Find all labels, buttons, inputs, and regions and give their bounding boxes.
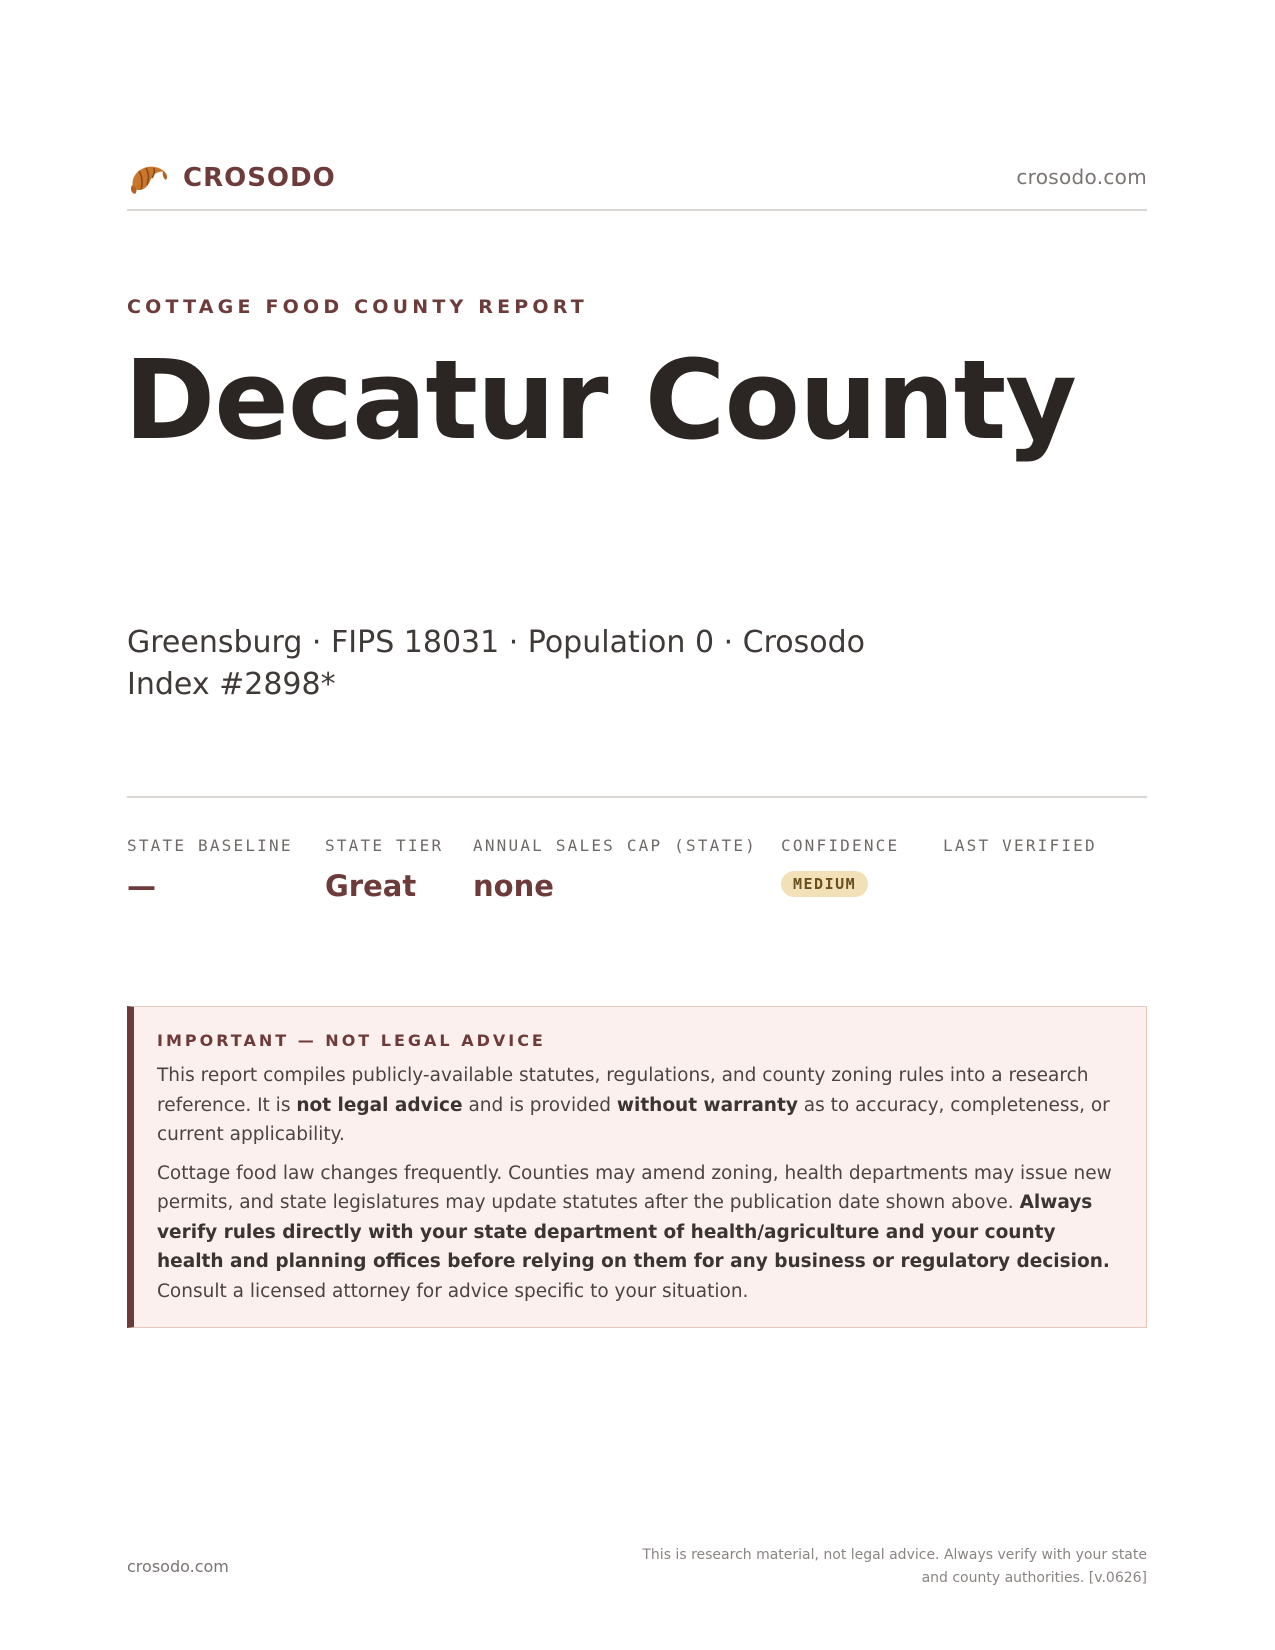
stat-value: Great	[325, 869, 417, 903]
footer-disclaimer	[627, 1544, 1147, 1590]
footer-disclaimer-line: and county authorities. [v.0626]	[921, 1570, 1147, 1586]
notice-text: This report compiles publicly-available statutes, regulations, and county zoning rules into a research reference. It is	[157, 1065, 1089, 1116]
footer-site-url[interactable]: crosodo.com	[127, 1557, 229, 1576]
stat-label: CONFIDENCE	[781, 836, 900, 855]
stat-label: STATE BASELINE	[127, 836, 293, 855]
stat-value: none	[473, 869, 554, 903]
notice-text: and is provided	[462, 1094, 617, 1116]
footer-disclaimer-line: This is research material, not legal advice. Always verify with your state	[642, 1547, 1147, 1563]
notice-text: Cottage food law changes frequently. Counties may amend zoning, health departments may issue new permits, and state legislatures may update statutes after the publication date shown above.	[157, 1162, 1112, 1213]
legal-notice	[127, 1006, 1147, 1328]
croissant-icon	[127, 157, 169, 199]
stat-last-verified	[943, 836, 1097, 869]
confidence-badge: MEDIUM	[781, 871, 868, 897]
report-eyebrow: COTTAGE FOOD COUNTY REPORT	[127, 296, 588, 318]
brand-name: CROSODO	[183, 163, 336, 193]
stats-row	[127, 796, 1147, 916]
notice-paragraph-2	[157, 1159, 1122, 1307]
stat-state-baseline	[127, 836, 293, 903]
notice-title: IMPORTANT — NOT LEGAL ADVICE	[157, 1031, 546, 1050]
stat-state-tier	[325, 836, 443, 903]
stat-annual-sales-cap	[473, 836, 757, 903]
notice-emphasis: without warranty	[616, 1094, 798, 1116]
notice-paragraph-1	[157, 1061, 1122, 1150]
stat-confidence	[781, 836, 899, 897]
site-url[interactable]: crosodo.com	[1016, 165, 1147, 189]
notice-text: as to accuracy, completeness, or current applicability.	[157, 1094, 1110, 1145]
county-title: Decatur County	[124, 336, 1076, 464]
notice-emphasis: not legal advice	[296, 1094, 463, 1116]
stat-value: —	[127, 869, 156, 903]
county-subtitle: Greensburg · FIPS 18031 · Population 0 · Crosodo Index #2898*	[127, 625, 866, 702]
page-header	[127, 157, 1147, 211]
stat-label: STATE TIER	[325, 836, 444, 855]
stat-label: LAST VERIFIED	[943, 836, 1097, 855]
stat-label: ANNUAL SALES CAP (STATE)	[473, 836, 757, 855]
notice-emphasis: Always verify rules directly with your state department of health/agriculture and your county health and planning offices before relying on them for any business or regulatory decision.	[157, 1192, 1110, 1272]
brand[interactable]	[127, 157, 336, 199]
notice-text: Consult a licensed attorney for advice specific to your situation.	[157, 1280, 749, 1302]
